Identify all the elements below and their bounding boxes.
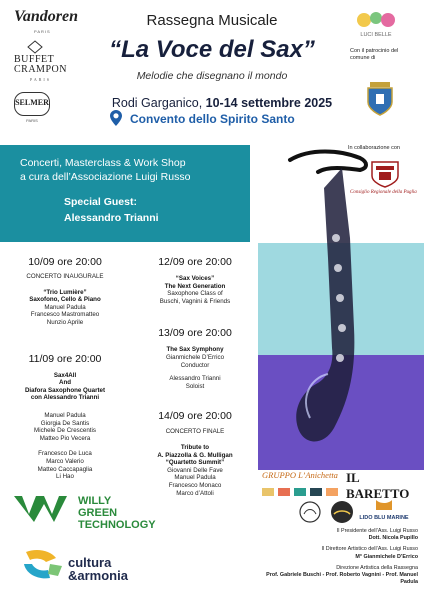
cultura-line2: &armonia xyxy=(68,568,128,583)
program-date: 11/09 ore 20:00 xyxy=(28,352,102,365)
sponsor-mini-logos xyxy=(262,484,342,494)
event-line: Francesco De Luca xyxy=(38,450,92,458)
program-event-details xyxy=(130,428,260,497)
program-date: 10/09 ore 20:00 xyxy=(28,256,102,268)
credit-line: Direzione Artistica della Rassegna xyxy=(336,564,418,571)
program-event-details xyxy=(130,346,260,390)
credit-line: M° Gianmichele D’Errico xyxy=(355,553,418,560)
event-line: CONCERTO INAUGURALE xyxy=(26,273,104,280)
patronage-text: Con il patrocinio del comune di xyxy=(350,48,399,61)
special-guest-name: Alessandro Trianni xyxy=(64,212,159,224)
event-line: Saxofono, Cello & Piano xyxy=(29,296,101,304)
event-line: Giorgia De Santis xyxy=(40,419,90,427)
event-line: Marco d’Attoli xyxy=(176,489,214,497)
willy-line2: GREEN xyxy=(78,507,118,519)
program-day xyxy=(130,410,260,497)
event-line: A. Piazzolla & G. Mulligan xyxy=(157,451,233,459)
event-line: Giovanni Delle Fave xyxy=(167,466,223,474)
event-line: Manuel Padula xyxy=(44,303,86,311)
event-line: Matteo Caccapaglia xyxy=(37,465,93,473)
program-date: 13/09 ore 20:00 xyxy=(158,327,232,340)
credit-line: Prof. Gabriele Buschi - Prof. Roberto Vagnini - Prof. Manuel Padula xyxy=(266,572,418,586)
program-left-column xyxy=(0,256,130,481)
patron-logo-label: LUCI BELLE xyxy=(360,32,392,38)
event-line: Matteo Pio Vecera xyxy=(39,434,91,442)
event-line: Conductor xyxy=(180,361,210,369)
event-line: con Alessandro Trianni xyxy=(30,394,100,402)
event-line: Sax4All xyxy=(53,371,77,379)
event-line: CONCERTO FINALE xyxy=(165,428,225,436)
puglia-council-label: Consiglio Regionale della Puglia xyxy=(350,190,417,195)
cultura-armonia-logo xyxy=(68,556,128,582)
program-event-details xyxy=(0,273,130,327)
willy-line3: TECHNOLOGY xyxy=(78,519,156,531)
sponsor-surf-logo-icon xyxy=(330,500,354,524)
program-event-details xyxy=(0,372,130,481)
program-right-column xyxy=(130,256,260,497)
event-line: Gianmichele D’Errico xyxy=(165,353,225,361)
event-spacer xyxy=(0,402,130,412)
lido-label: LIDO BLU MARINE xyxy=(359,515,409,521)
event-line: Alessandro Trianni xyxy=(169,375,221,383)
event-line: Nunzio Aprile xyxy=(46,318,84,326)
cultura-armonia-logo-icon xyxy=(22,548,64,582)
event-line: Marco Valerio xyxy=(46,457,84,465)
event-spacer xyxy=(0,442,130,450)
event-venue: Convento dello Spirito Santo xyxy=(130,112,295,126)
vandoren-logo: Vandoren xyxy=(14,8,79,25)
program-date: 12/09 ore 20:00 xyxy=(158,256,232,268)
saxophone-illustration xyxy=(250,128,424,463)
credit-line: Il Presidente dell’Ass. Luigi Russo xyxy=(336,528,418,534)
buffet-crampon-logo xyxy=(14,55,67,85)
buffet-subtitle: PARIS xyxy=(29,77,51,82)
event-subtitle: Melodie che disegnano il mondo xyxy=(136,70,288,82)
banner-line-events: Concerti, Masterclass & Work Shop xyxy=(20,157,186,169)
event-line: The Next Generation xyxy=(164,282,226,290)
willy-line1: WILLY xyxy=(78,495,112,507)
program-event-details xyxy=(130,275,260,305)
location-pin-icon xyxy=(110,110,124,126)
event-line: Francesco Mastromatteo xyxy=(30,311,100,319)
event-line: And xyxy=(58,379,72,387)
banner-line-organizer: a cura dell’Associazione Luigi Russo xyxy=(20,171,191,183)
event-spacer xyxy=(0,281,130,289)
event-line: “Sax Voices” xyxy=(175,275,215,282)
cultura-line1: cultura xyxy=(68,555,112,570)
event-line: Tribute to xyxy=(180,443,210,451)
event-series-title: Rassegna Musicale xyxy=(146,12,278,29)
program-day xyxy=(0,256,130,327)
willy-green-logo-icon xyxy=(14,494,74,524)
sponsor-round-logo-icon xyxy=(298,500,322,524)
special-guest-label: Special Guest: xyxy=(64,196,137,208)
event-line: The Sax Symphony xyxy=(166,346,224,354)
event-line: Manuel Padula xyxy=(44,411,86,419)
credit-line: Dott. Nicola Pupillo xyxy=(368,535,418,542)
program-date: 14/09 ore 20:00 xyxy=(158,410,232,423)
event-line: Buschi, Vagnini & Friends xyxy=(159,297,231,305)
buffet-emblem-icon xyxy=(28,40,42,52)
selmer-logo: SELMER xyxy=(14,92,50,116)
event-date-range: 10-14 settembre 2025 xyxy=(205,96,333,110)
comune-crest-icon xyxy=(366,82,394,116)
program-day xyxy=(130,327,260,390)
collaboration-text: In collaborazione con xyxy=(348,145,400,151)
buffet-line1: BUFFET xyxy=(14,54,55,65)
event-line: “Trio Lumière” xyxy=(43,288,87,296)
event-line: Li Hao xyxy=(56,473,74,481)
event-line: “Quartetto Summit” xyxy=(165,459,225,467)
buffet-line2: CRAMPON xyxy=(14,64,67,75)
gruppo-anichetta-logo: GRUPPO L’Anichetta xyxy=(262,470,338,480)
event-dates xyxy=(108,96,336,110)
selmer-subtitle: PARIS xyxy=(26,118,38,123)
event-line: Michele De Crescentis xyxy=(34,427,96,435)
lido-blu-marine-logo xyxy=(359,498,409,522)
event-line: Diafora Saxophone Quartet xyxy=(24,386,106,394)
event-line: Francesco Monaco xyxy=(168,481,222,489)
willy-green-technology-logo xyxy=(78,495,156,531)
event-line: Soloist xyxy=(185,382,205,390)
event-spacer xyxy=(130,436,260,444)
program-day xyxy=(0,353,130,481)
credit-line: Il Direttore Artistico dell’Ass. Luigi Russo xyxy=(321,546,418,553)
event-line: Manuel Padula xyxy=(174,474,216,482)
program-day xyxy=(130,256,260,305)
patron-logo-luci-belle xyxy=(344,6,408,42)
credits-block xyxy=(262,528,418,586)
event-title: “La Voce del Sax” xyxy=(109,36,315,63)
il-baretto-logo: IL BARETTO xyxy=(346,470,410,501)
vandoren-subtitle: PARIS xyxy=(34,29,51,34)
event-city: Rodi Garganico, xyxy=(111,96,203,110)
event-line: Saxophone Class of xyxy=(167,290,223,298)
